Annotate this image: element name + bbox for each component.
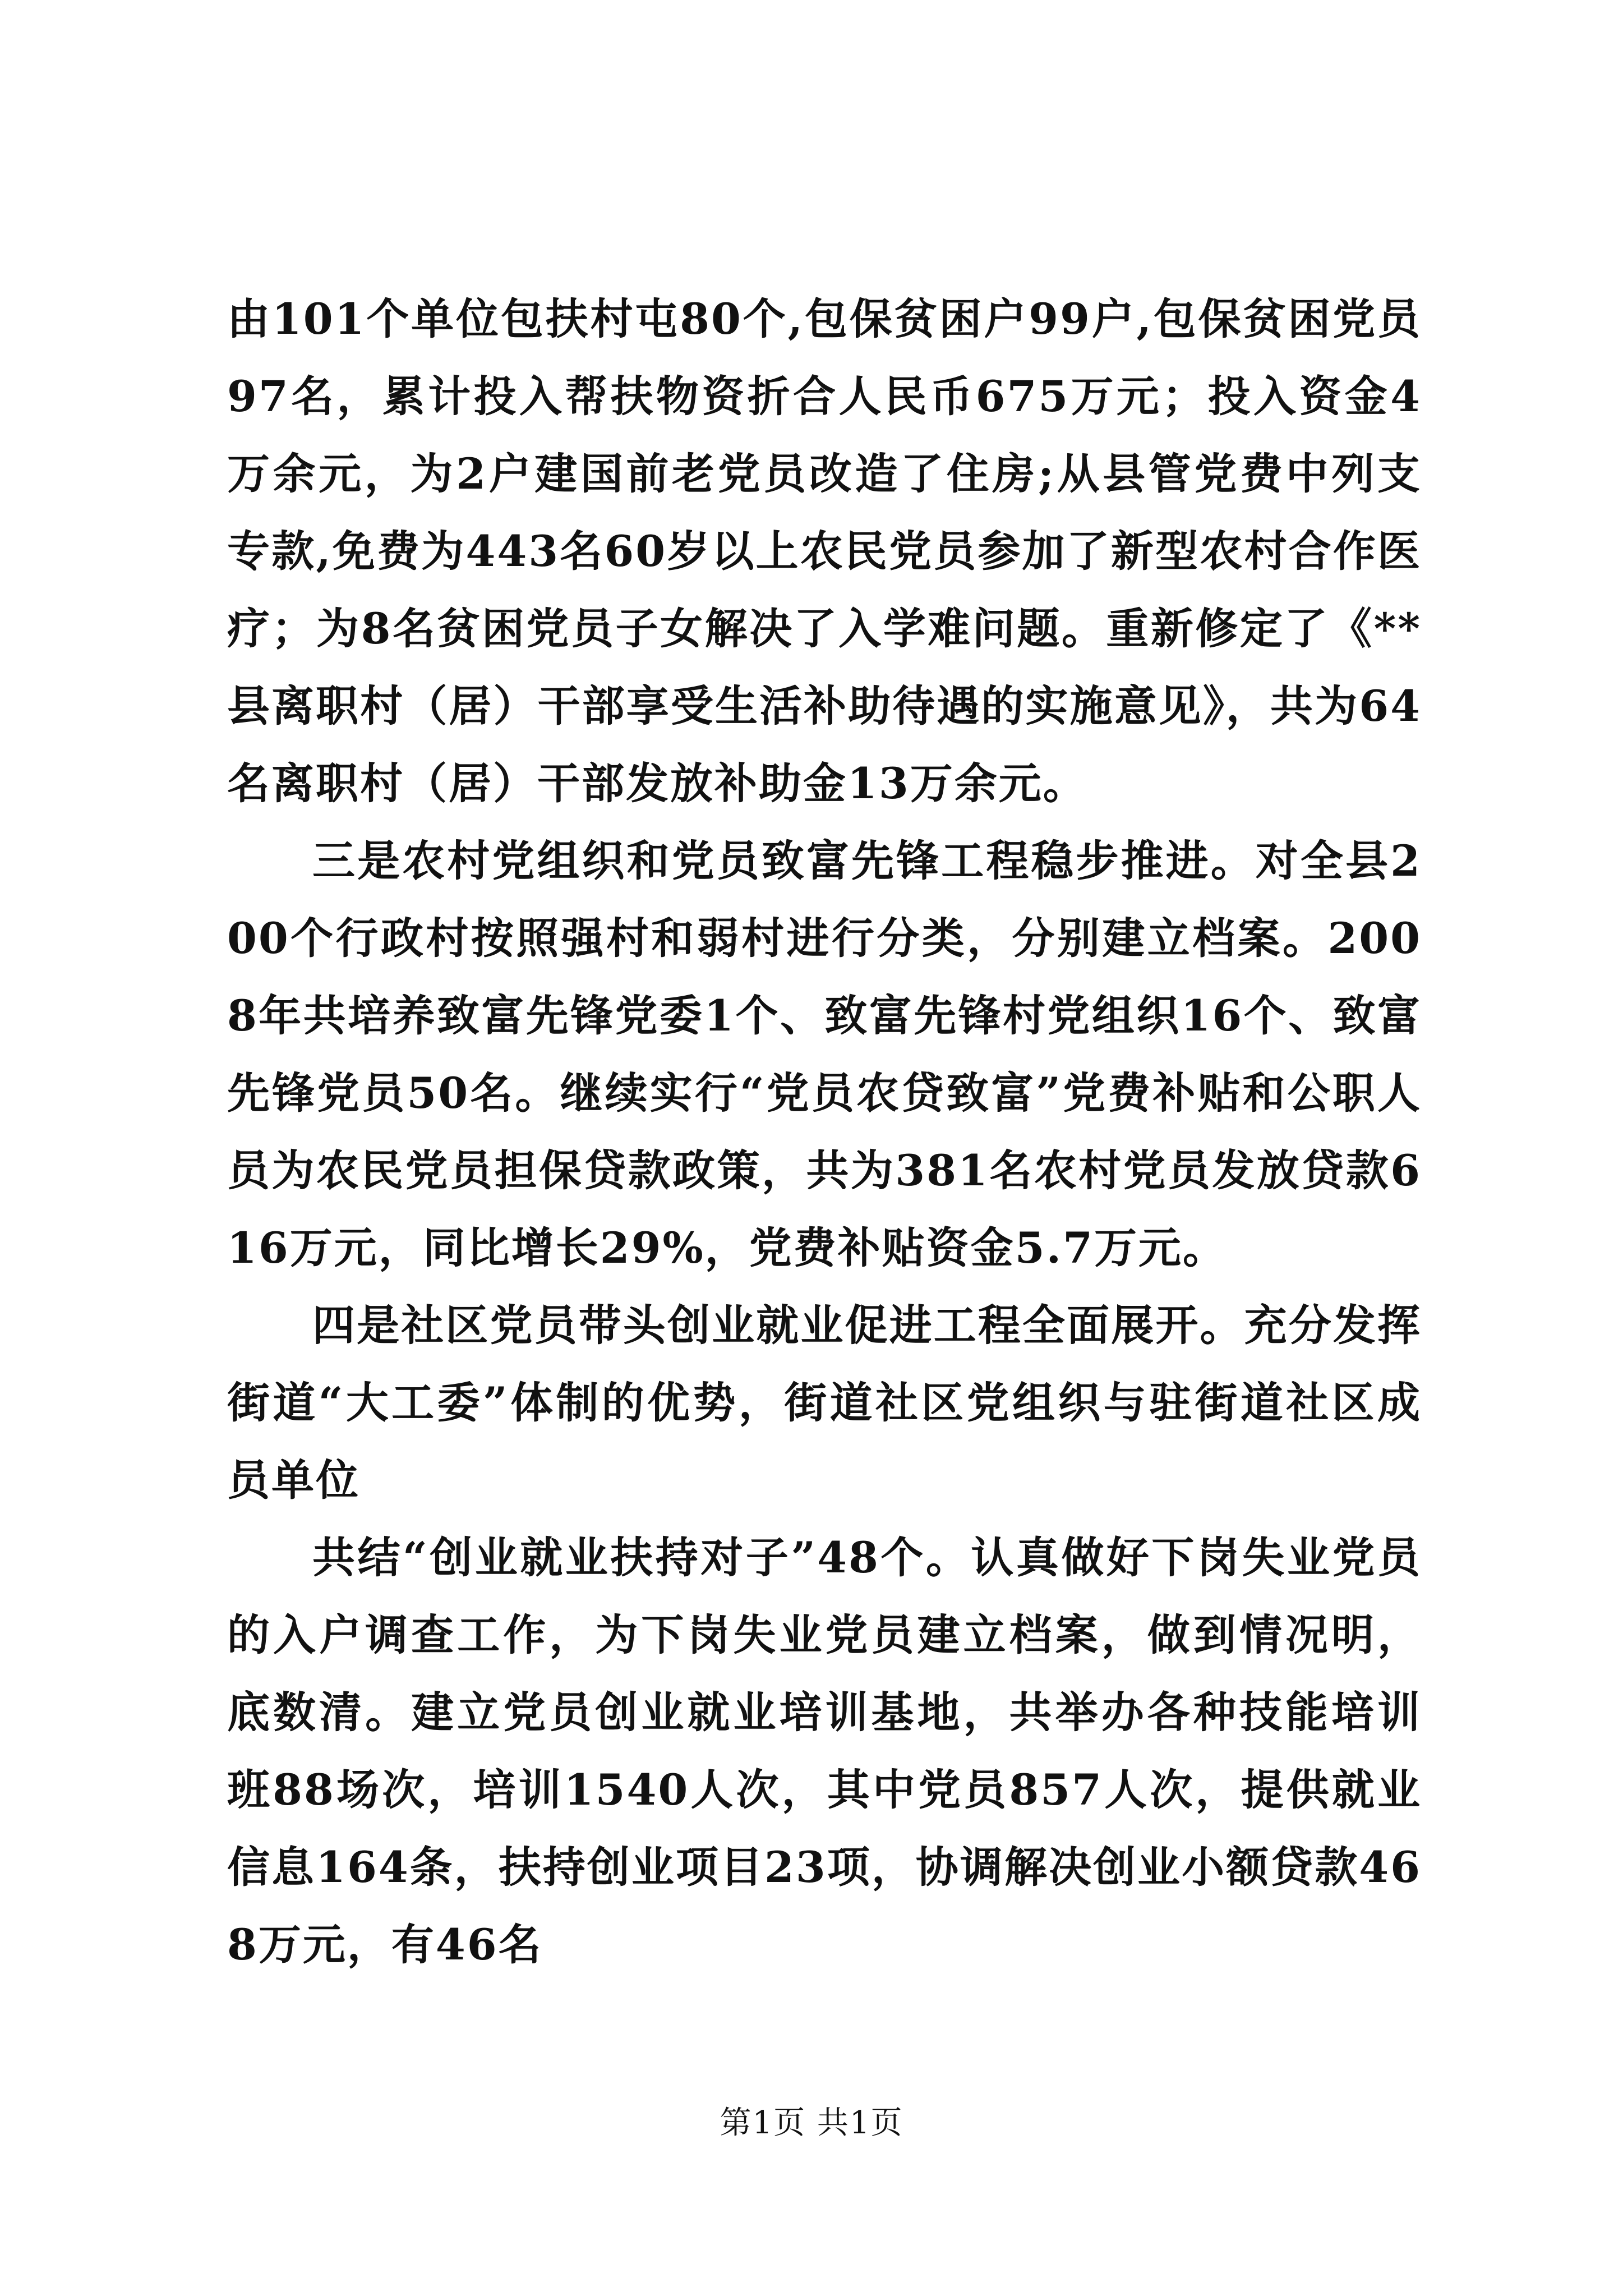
paragraph-1: 由101个单位包扶村屯80个,包保贫困户99户,包保贫困党员97名，累计投入帮扶物资折合人民币675万元；投入资金4万余元，为2户建国前老党员改造了住房;从县管党费中列支专款,免费为443名60岁以上农民党员参加了新型农村合作医疗；为8名贫困党员子女解决了入学难问题。重新修定了《**县离职村（居）干部享受生活补助待遇的实施意见》，共为64名离职村（居）干部发放补助金13万余元。 <box>227 294 1422 808</box>
document-body <box>227 280 1422 1984</box>
paragraph-2: 三是农村党组织和党员致富先锋工程稳步推进。对全县200个行政村按照强村和弱村进行分类，分别建立档案。2008年共培养致富先锋党委1个、致富先锋村党组织16个、致富先锋党员50名。继续实行“党员农贷致富”党费补贴和公职人员为农民党员担保贷款政策，共为381名农村党员发放贷款616万元，同比增长29%，党费补贴资金5.7万元。 <box>227 836 1422 1273</box>
paragraph-4: 共结“创业就业扶持对子”48个。认真做好下岗失业党员的入户调查工作，为下岗失业党员建立档案，做到情况明，底数清。建立党员创业就业培训基地，共举办各种技能培训班88场次，培训1540人次，其中党员857人次，提供就业信息164条，扶持创业项目23项，协调解决创业小额贷款468万元，有46名 <box>227 1533 1422 1970</box>
page-footer: 第1页 共1页 <box>720 2105 903 2141</box>
paragraph-3: 四是社区党员带头创业就业促进工程全面展开。充分发挥街道“大工委”体制的优势，街道社区党组织与驻街道社区成员单位 <box>227 1300 1422 1505</box>
